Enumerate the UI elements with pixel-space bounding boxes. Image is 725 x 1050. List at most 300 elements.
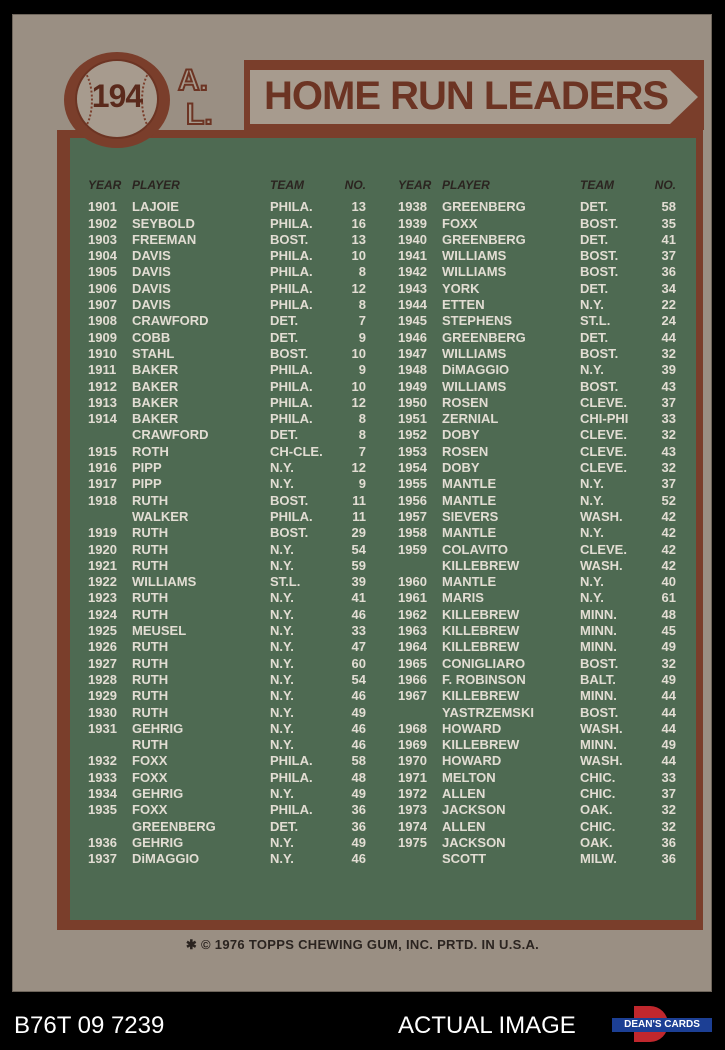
header-player: PLAYER: [132, 178, 180, 192]
row-year: 1965: [398, 655, 427, 671]
row-year: 1963: [398, 623, 427, 639]
row-team: DET.: [270, 818, 299, 834]
row-player: ALLEN: [442, 785, 486, 801]
row-team: CH-CLE.: [270, 443, 323, 459]
row-team: PHILA.: [270, 264, 313, 280]
row-player: KILLEBREW: [442, 606, 520, 622]
row-year: 1914: [88, 411, 117, 427]
row-year: 1936: [88, 834, 117, 850]
row-hr-count: 8: [358, 427, 366, 443]
row-hr-count: 12: [351, 280, 366, 296]
row-year: 1921: [88, 557, 117, 573]
row-year: 1918: [88, 492, 117, 508]
row-year: 1903: [88, 231, 117, 247]
row-hr-count: 36: [351, 802, 366, 818]
row-hr-count: 35: [661, 215, 676, 231]
row-year: 1959: [398, 541, 427, 557]
row-hr-count: 49: [661, 737, 676, 753]
row-hr-count: 46: [351, 737, 366, 753]
row-player: WILLIAMS: [442, 378, 507, 394]
row-hr-count: 10: [351, 345, 366, 361]
row-hr-count: 22: [661, 297, 676, 313]
row-team: MINN.: [580, 737, 617, 753]
row-team: ST.L.: [580, 313, 611, 329]
row-year: 1915: [88, 443, 117, 459]
row-year: 1942: [398, 264, 427, 280]
row-hr-count: 7: [358, 443, 366, 459]
copyright-line: ✱ © 1976 TOPPS CHEWING GUM, INC. PRTD. IN U.S.A.: [185, 937, 540, 952]
row-team: ST.L.: [270, 574, 301, 590]
row-team: PHILA.: [270, 215, 313, 231]
row-hr-count: 54: [351, 671, 366, 687]
row-team: OAK.: [580, 802, 613, 818]
row-team: PHILA.: [270, 297, 313, 313]
row-player: BAKER: [132, 394, 179, 410]
row-player: CRAWFORD: [132, 313, 209, 329]
row-hr-count: 49: [351, 834, 366, 850]
row-team: PHILA.: [270, 248, 313, 264]
row-year: 1972: [398, 785, 427, 801]
row-year: 1919: [88, 525, 117, 541]
row-player: SIEVERS: [442, 508, 499, 524]
row-team: MINN.: [580, 606, 617, 622]
row-player: MANTLE: [442, 476, 497, 492]
row-team: PHILA.: [270, 362, 313, 378]
row-team: PHILA.: [270, 280, 313, 296]
row-team: N.Y.: [270, 785, 294, 801]
row-player: DOBY: [442, 460, 480, 476]
row-player: YASTRZEMSKI: [442, 704, 534, 720]
row-year: 1973: [398, 802, 427, 818]
row-year: 1932: [88, 753, 117, 769]
row-hr-count: 58: [351, 753, 366, 769]
row-hr-count: 37: [661, 785, 676, 801]
row-player: COLAVITO: [442, 541, 508, 557]
row-hr-count: 34: [661, 280, 676, 296]
row-team: MINN.: [580, 623, 617, 639]
row-year: 1912: [88, 378, 117, 394]
row-year: 1969: [398, 737, 427, 753]
row-player: KILLEBREW: [442, 688, 520, 704]
row-player: BAKER: [132, 362, 179, 378]
row-team: DET.: [270, 329, 299, 345]
row-player: PIPP: [132, 476, 162, 492]
row-hr-count: 48: [661, 606, 676, 622]
header-player: PLAYER: [442, 178, 490, 192]
row-team: N.Y.: [580, 476, 604, 492]
row-player: DAVIS: [132, 280, 171, 296]
row-year: 1907: [88, 297, 117, 313]
row-player: ALLEN: [442, 818, 486, 834]
row-player: DAVIS: [132, 297, 171, 313]
row-hr-count: 37: [661, 248, 676, 264]
row-player: STAHL: [132, 345, 175, 361]
row-hr-count: 46: [351, 720, 366, 736]
row-team: DET.: [580, 199, 609, 215]
row-hr-count: 37: [661, 476, 676, 492]
row-team: BOST.: [580, 655, 619, 671]
row-team: PHILA.: [270, 508, 313, 524]
row-hr-count: 10: [351, 248, 366, 264]
row-hr-count: 36: [661, 851, 676, 867]
deans-cards-logo: [612, 1006, 712, 1042]
row-team: N.Y.: [270, 737, 294, 753]
row-hr-count: 42: [661, 525, 676, 541]
row-hr-count: 42: [661, 541, 676, 557]
logo-text: DEAN'S CARDS: [612, 1018, 712, 1032]
row-player: ROTH: [132, 443, 169, 459]
row-team: N.Y.: [580, 492, 604, 508]
row-hr-count: 9: [358, 362, 366, 378]
row-team: BOST.: [580, 215, 619, 231]
row-player: HOWARD: [442, 753, 502, 769]
row-hr-count: 42: [661, 557, 676, 573]
row-hr-count: 49: [351, 785, 366, 801]
row-player: ZERNIAL: [442, 411, 499, 427]
row-year: 1970: [398, 753, 427, 769]
header-team: TEAM: [580, 178, 614, 192]
row-team: DET.: [270, 313, 299, 329]
row-hr-count: 8: [358, 411, 366, 427]
row-team: DET.: [580, 231, 609, 247]
row-player: MARIS: [442, 590, 484, 606]
actual-image-label: ACTUAL IMAGE: [398, 1012, 576, 1039]
row-year: 1906: [88, 280, 117, 296]
row-year: 1951: [398, 411, 427, 427]
row-team: N.Y.: [270, 476, 294, 492]
row-team: N.Y.: [580, 590, 604, 606]
row-team: CLEVE.: [580, 541, 627, 557]
row-team: CLEVE.: [580, 460, 627, 476]
row-hr-count: 8: [358, 297, 366, 313]
row-hr-count: 47: [351, 639, 366, 655]
row-player: WILLIAMS: [132, 574, 197, 590]
row-player: RUTH: [132, 688, 169, 704]
row-player: SEYBOLD: [132, 215, 195, 231]
row-hr-count: 44: [661, 720, 676, 736]
row-hr-count: 46: [351, 851, 366, 867]
row-year: 1904: [88, 248, 117, 264]
row-player: MEUSEL: [132, 623, 187, 639]
row-year: 1938: [398, 199, 427, 215]
row-hr-count: 32: [661, 345, 676, 361]
row-year: 1939: [398, 215, 427, 231]
row-player: BAKER: [132, 411, 179, 427]
header-year: YEAR: [398, 178, 432, 192]
row-year: 1947: [398, 345, 427, 361]
row-hr-count: 54: [351, 541, 366, 557]
row-team: N.Y.: [270, 590, 294, 606]
row-year: 1955: [398, 476, 427, 492]
row-year: 1933: [88, 769, 117, 785]
row-team: CLEVE.: [580, 443, 627, 459]
row-hr-count: 43: [661, 378, 676, 394]
row-hr-count: 46: [351, 606, 366, 622]
row-year: 1927: [88, 655, 117, 671]
row-year: 1954: [398, 460, 427, 476]
row-team: N.Y.: [580, 297, 604, 313]
row-hr-count: 12: [351, 460, 366, 476]
row-team: CLEVE.: [580, 394, 627, 410]
row-team: N.Y.: [270, 541, 294, 557]
row-team: N.Y.: [270, 851, 294, 867]
row-hr-count: 44: [661, 753, 676, 769]
row-team: N.Y.: [270, 834, 294, 850]
row-player: KILLEBREW: [442, 639, 520, 655]
row-year: 1960: [398, 574, 427, 590]
row-team: BOST.: [270, 525, 309, 541]
row-player: WILLIAMS: [442, 345, 507, 361]
row-team: BOST.: [580, 704, 619, 720]
row-team: PHILA.: [270, 753, 313, 769]
row-year: 1905: [88, 264, 117, 280]
row-team: DET.: [270, 427, 299, 443]
row-year: 1920: [88, 541, 117, 557]
row-hr-count: 36: [661, 264, 676, 280]
row-player: KILLEBREW: [442, 623, 520, 639]
row-team: BOST.: [270, 492, 309, 508]
row-team: N.Y.: [580, 362, 604, 378]
row-hr-count: 61: [661, 590, 676, 606]
row-team: WASH.: [580, 753, 623, 769]
row-team: PHILA.: [270, 411, 313, 427]
row-hr-count: 49: [661, 671, 676, 687]
row-team: BALT.: [580, 671, 616, 687]
row-team: N.Y.: [270, 720, 294, 736]
row-hr-count: 36: [661, 834, 676, 850]
inventory-code: B76T 09 7239: [14, 1012, 165, 1039]
row-hr-count: 32: [661, 818, 676, 834]
row-year: 1937: [88, 851, 117, 867]
row-hr-count: 58: [661, 199, 676, 215]
row-year: 1931: [88, 720, 117, 736]
row-player: KILLEBREW: [442, 557, 520, 573]
row-hr-count: 44: [661, 329, 676, 345]
row-hr-count: 48: [351, 769, 366, 785]
row-hr-count: 60: [351, 655, 366, 671]
row-hr-count: 8: [358, 264, 366, 280]
row-player: SCOTT: [442, 851, 487, 867]
row-player: F. ROBINSON: [442, 671, 526, 687]
row-year: 1901: [88, 199, 117, 215]
row-team: CLEVE.: [580, 427, 627, 443]
row-player: RUTH: [132, 655, 169, 671]
row-team: BOST.: [270, 345, 309, 361]
row-year: 1961: [398, 590, 427, 606]
row-player: DiMAGGIO: [132, 851, 200, 867]
row-hr-count: 41: [351, 590, 366, 606]
row-team: CHIC.: [580, 785, 616, 801]
row-player: WILLIAMS: [442, 264, 507, 280]
header-no: NO.: [654, 178, 676, 192]
row-player: RUTH: [132, 557, 169, 573]
row-player: JACKSON: [442, 802, 506, 818]
row-hr-count: 10: [351, 378, 366, 394]
row-hr-count: 32: [661, 655, 676, 671]
row-hr-count: 37: [661, 394, 676, 410]
row-hr-count: 16: [351, 215, 366, 231]
row-year: 1967: [398, 688, 427, 704]
row-team: N.Y.: [270, 688, 294, 704]
row-player: RUTH: [132, 541, 169, 557]
row-player: DAVIS: [132, 248, 171, 264]
row-team: N.Y.: [270, 557, 294, 573]
row-player: STEPHENS: [442, 313, 513, 329]
row-player: RUTH: [132, 737, 169, 753]
row-year: 1923: [88, 590, 117, 606]
row-year: 1964: [398, 639, 427, 655]
row-team: PHILA.: [270, 199, 313, 215]
row-player: RUTH: [132, 704, 169, 720]
row-hr-count: 33: [351, 623, 366, 639]
row-hr-count: 33: [661, 769, 676, 785]
row-year: 1935: [88, 802, 117, 818]
row-hr-count: 39: [351, 574, 366, 590]
row-player: CONIGLIARO: [442, 655, 526, 671]
row-player: RUTH: [132, 671, 169, 687]
row-player: MANTLE: [442, 574, 497, 590]
row-player: RUTH: [132, 492, 169, 508]
row-year: 1925: [88, 623, 117, 639]
row-hr-count: 7: [358, 313, 366, 329]
row-hr-count: 39: [661, 362, 676, 378]
row-hr-count: 24: [661, 313, 676, 329]
row-hr-count: 45: [661, 623, 676, 639]
row-player: GREENBERG: [442, 199, 526, 215]
row-hr-count: 32: [661, 802, 676, 818]
row-year: 1926: [88, 639, 117, 655]
row-year: 1916: [88, 460, 117, 476]
row-year: 1948: [398, 362, 427, 378]
row-player: DiMAGGIO: [442, 362, 510, 378]
row-player: YORK: [442, 280, 480, 296]
row-player: MELTON: [442, 769, 496, 785]
row-hr-count: 42: [661, 508, 676, 524]
row-hr-count: 52: [661, 492, 676, 508]
row-year: 1946: [398, 329, 427, 345]
row-year: 1966: [398, 671, 427, 687]
row-hr-count: 32: [661, 460, 676, 476]
card-number: 194: [91, 78, 143, 114]
row-year: 1953: [398, 443, 427, 459]
row-year: 1908: [88, 313, 117, 329]
row-team: BOST.: [270, 231, 309, 247]
row-year: 1941: [398, 248, 427, 264]
row-player: RUTH: [132, 590, 169, 606]
row-hr-count: 32: [661, 427, 676, 443]
row-hr-count: 13: [351, 231, 366, 247]
row-year: 1934: [88, 785, 117, 801]
row-hr-count: 11: [352, 508, 366, 524]
row-hr-count: 46: [351, 688, 366, 704]
row-player: BAKER: [132, 378, 179, 394]
row-team: N.Y.: [270, 639, 294, 655]
row-year: 1974: [398, 818, 427, 834]
row-year: 1911: [88, 362, 117, 378]
row-team: WASH.: [580, 557, 623, 573]
row-year: 1956: [398, 492, 427, 508]
row-player: FOXX: [132, 753, 168, 769]
row-player: ROSEN: [442, 394, 489, 410]
row-hr-count: 36: [351, 818, 366, 834]
row-hr-count: 40: [661, 574, 676, 590]
row-player: DOBY: [442, 427, 480, 443]
row-team: BOST.: [580, 378, 619, 394]
row-hr-count: 11: [352, 492, 366, 508]
row-team: N.Y.: [270, 460, 294, 476]
row-team: BOST.: [580, 345, 619, 361]
row-hr-count: 43: [661, 443, 676, 459]
row-year: 1958: [398, 525, 427, 541]
row-player: GREENBERG: [132, 818, 216, 834]
row-player: HOWARD: [442, 720, 502, 736]
row-team: WASH.: [580, 720, 623, 736]
row-hr-count: 12: [351, 394, 366, 410]
row-year: 1962: [398, 606, 427, 622]
row-year: 1909: [88, 329, 117, 345]
row-hr-count: 9: [358, 329, 366, 345]
row-player: WALKER: [132, 508, 189, 524]
row-player: KILLEBREW: [442, 737, 520, 753]
row-year: 1910: [88, 345, 117, 361]
row-player: CRAWFORD: [132, 427, 209, 443]
row-year: 1952: [398, 427, 427, 443]
row-player: PIPP: [132, 460, 162, 476]
row-team: OAK.: [580, 834, 613, 850]
row-year: 1913: [88, 394, 117, 410]
row-player: JACKSON: [442, 834, 506, 850]
row-year: 1975: [398, 834, 427, 850]
row-player: GEHRIG: [132, 785, 184, 801]
row-player: ROSEN: [442, 443, 489, 459]
row-year: 1902: [88, 215, 117, 231]
row-hr-count: 41: [661, 231, 676, 247]
row-team: WASH.: [580, 508, 623, 524]
row-hr-count: 9: [358, 476, 366, 492]
row-team: N.Y.: [270, 655, 294, 671]
row-year: 1929: [88, 688, 117, 704]
card-title: HOME RUN LEADERS: [264, 74, 669, 118]
row-year: 1930: [88, 704, 117, 720]
row-player: FOXX: [132, 802, 168, 818]
row-year: 1940: [398, 231, 427, 247]
row-team: MINN.: [580, 639, 617, 655]
row-player: FOXX: [132, 769, 168, 785]
row-team: BOST.: [580, 248, 619, 264]
row-player: RUTH: [132, 639, 169, 655]
row-year: 1968: [398, 720, 427, 736]
row-year: 1943: [398, 280, 427, 296]
row-team: PHILA.: [270, 378, 313, 394]
row-team: MINN.: [580, 688, 617, 704]
row-hr-count: 59: [351, 557, 366, 573]
row-player: GEHRIG: [132, 834, 184, 850]
row-hr-count: 13: [351, 199, 366, 215]
row-player: COBB: [132, 329, 171, 345]
row-player: FREEMAN: [132, 231, 197, 247]
row-team: N.Y.: [270, 606, 294, 622]
row-team: PHILA.: [270, 394, 313, 410]
row-year: 1928: [88, 671, 117, 687]
row-player: RUTH: [132, 606, 169, 622]
row-hr-count: 49: [351, 704, 366, 720]
row-year: 1924: [88, 606, 117, 622]
row-year: 1950: [398, 394, 427, 410]
header-team: TEAM: [270, 178, 304, 192]
row-team: CHI-PHI: [580, 411, 629, 427]
header-year: YEAR: [88, 178, 122, 192]
row-year: 1949: [398, 378, 427, 394]
